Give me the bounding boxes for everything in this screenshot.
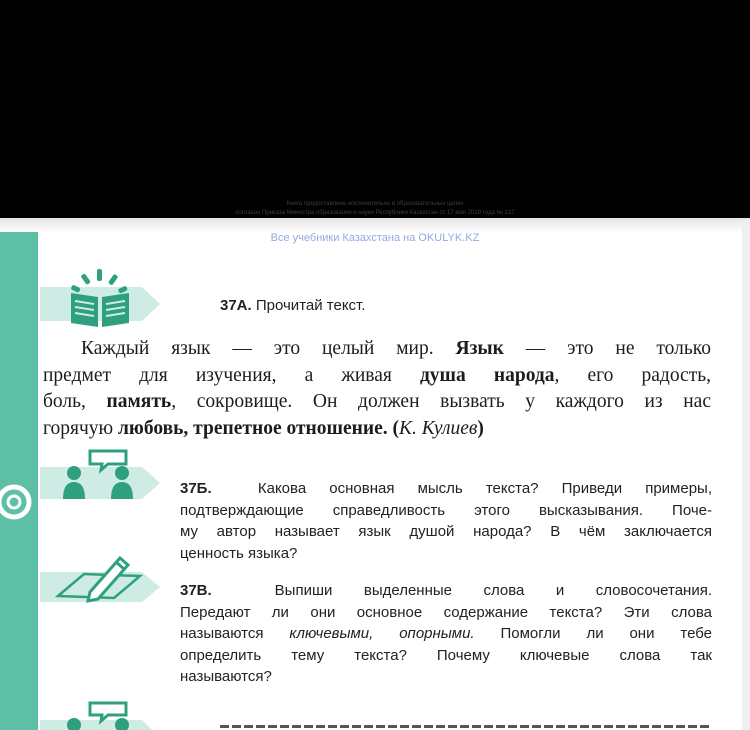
task-line: му автор называет язык душой народа? В чём заключается — [180, 523, 712, 540]
task-37b — [180, 478, 712, 564]
text-run: . ( — [382, 417, 400, 439]
discussion-icon — [40, 447, 162, 503]
task-line — [180, 580, 712, 602]
reading-text — [43, 336, 711, 442]
text-run: боль, — [43, 391, 107, 412]
reading-text-line — [43, 416, 711, 443]
text-run: ) — [477, 417, 484, 439]
task-line: ценность языка? — [180, 544, 298, 562]
quote-author: К. Кулиев — [399, 417, 478, 439]
text-run: Каждый язык — это целый мир. — [81, 338, 456, 359]
italic-terms: ключевыми, опорными. — [289, 625, 475, 642]
text-run: — это не только — [503, 338, 711, 359]
task-number: 37А. — [220, 297, 252, 314]
watermark: Все учебники Казахстана на OKULYK.KZ — [270, 232, 480, 244]
task-line — [180, 478, 712, 500]
text-run: предмет для изучения, а живая — [43, 364, 420, 386]
reading-text-line — [43, 336, 711, 363]
text-run: называются — [180, 625, 290, 642]
text-run: Выпиши выделенные слова и словосочетания. — [274, 582, 712, 599]
reading-text-line — [43, 363, 711, 390]
keyword: любовь, трепетное отношение — [117, 417, 383, 439]
task-number: 37Б. — [180, 480, 212, 497]
header-faint-line-2: согласно Приказа Министра образования и науки Республики Казахстан от 17 мая 2019 года № 217 — [235, 210, 515, 216]
page-top-edge — [0, 218, 750, 232]
task-37v — [180, 580, 712, 688]
keyword: память — [106, 391, 172, 412]
header-faint-line-1: Книга предоставлена исключительно в образовательных целях — [286, 201, 464, 207]
text-run: Какова основная мысль текста? Приведи примеры, — [257, 480, 712, 497]
keyword: Язык — [455, 338, 504, 359]
task-number: 37В. — [180, 582, 212, 599]
text-run: Помогли ли они тебе — [474, 625, 713, 642]
task-line: подтверждающие справедливость этого высказывания. Поче- — [180, 501, 712, 519]
task-line: определить тему текста? Почему ключевые слова так — [180, 646, 712, 664]
text-run: , его радость, — [554, 364, 711, 386]
task-37a-heading — [220, 297, 365, 314]
black-top-bar — [0, 0, 750, 218]
open-book-icon — [40, 265, 162, 329]
text-run: , сокровище. Он должен вызвать у каждого из нас — [171, 391, 711, 412]
swirl-decoration — [0, 478, 40, 522]
reading-text-line — [43, 389, 711, 416]
next-task-cut-off — [220, 721, 712, 730]
page-right-edge — [742, 220, 750, 730]
task-instruction: Прочитай текст. — [255, 297, 366, 314]
pencil-writing-icon — [40, 552, 162, 604]
text-run: горячую — [43, 417, 118, 439]
keyword: душа народа — [419, 364, 555, 386]
task-line: называются? — [180, 668, 272, 685]
task-line: Передают ли они основное содержание текста? Эти слова — [180, 603, 712, 621]
discussion-icon — [40, 700, 162, 730]
task-line — [180, 623, 712, 645]
